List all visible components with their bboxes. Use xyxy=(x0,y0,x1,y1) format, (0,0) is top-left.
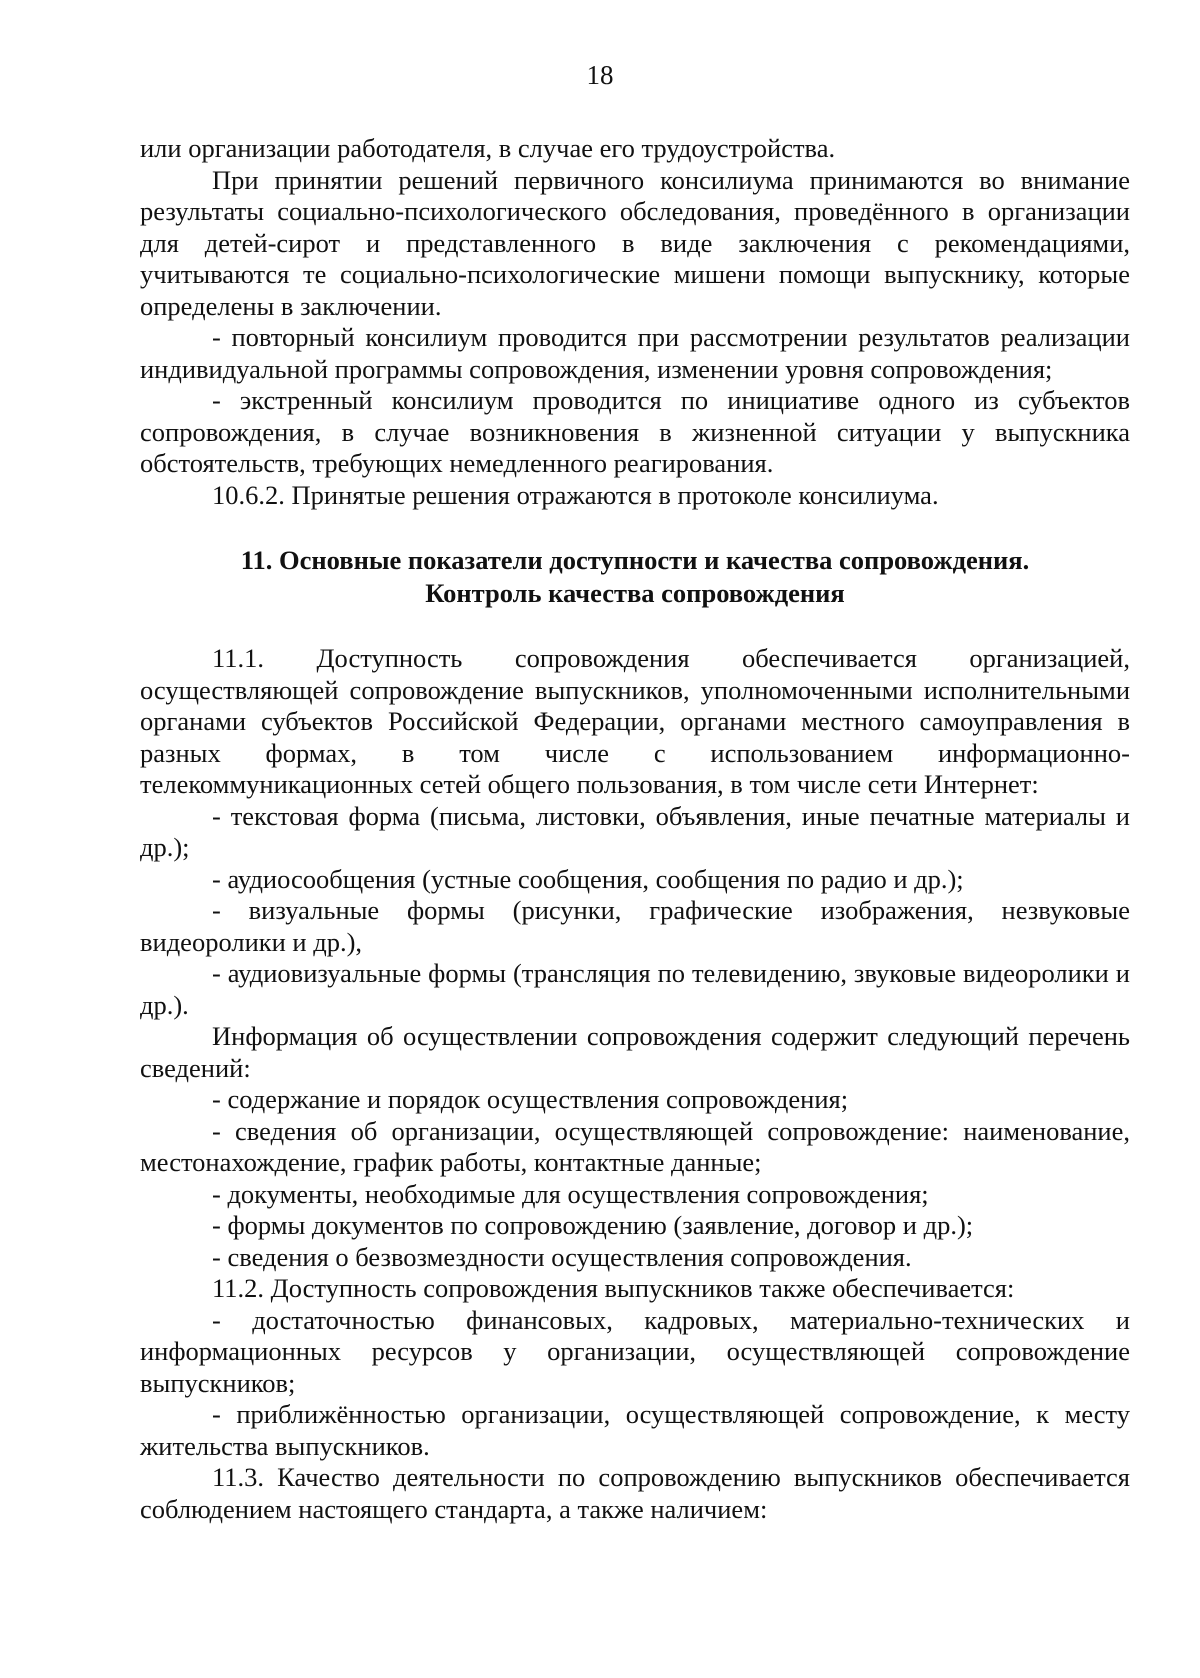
list-item: - приближённостью организации, осуществляющей сопровождение, к месту жительства выпускников. xyxy=(140,1399,1130,1461)
list-item: - документы, необходимые для осуществления сопровождения; xyxy=(212,1178,929,1209)
list-item: - текстовая форма (письма, листовки, объявления, иные печатные материалы и др.); xyxy=(140,800,1130,862)
paragraph: 10.6.2. Принятые решения отражаются в протоколе консилиума. xyxy=(212,479,939,510)
paragraph: 11.3. Качество деятельности по сопровождению выпускников обеспечивается соблюдением настоящего стандарта, а также наличием: xyxy=(140,1462,1130,1524)
paragraph: или организации работодателя, в случае его трудоустройства. xyxy=(140,133,836,163)
list-item: - сведения об организации, осуществляющей сопровождение: наименование, местонахождение, график работы, контактные данные; xyxy=(140,1115,1130,1177)
list-item: - формы документов по сопровождению (заявление, договор и др.); xyxy=(212,1210,974,1240)
page-number: 18 xyxy=(586,60,614,90)
list-item: - визуальные формы (рисунки, графические изображения, незвуковые видеоролики и др.), xyxy=(140,895,1130,957)
list-item: - сведения о безвозмездности осуществления сопровождения. xyxy=(212,1241,912,1272)
list-item: - содержание и порядок осуществления сопровождения; xyxy=(212,1084,849,1114)
section-heading-line-1: 11. Основные показатели доступности и качества сопровождения. xyxy=(240,545,1030,575)
section-heading-line-2: Контроль качества сопровождения xyxy=(425,578,845,608)
page-content xyxy=(140,133,1130,1525)
list-item: - повторный консилиум проводится при рассмотрении результатов реализации индивидуальной программы сопровождения, изменении уровня сопровождения; xyxy=(140,322,1130,384)
paragraph: При принятии решений первичного консилиума принимаются во внимание результаты социально-психологического обследования, проведённого в организации для детей-сирот и представленного в виде заключения с рекомендациями, учитываются те социально-психологические мишени помощи выпускнику, которые определены в заключении. xyxy=(140,164,1130,321)
paragraph: Информация об осуществлении сопровождения содержит следующий перечень сведений: xyxy=(140,1021,1130,1083)
list-item: - достаточностью финансовых, кадровых, материально-технических и информационных ресурсов у организации, осуществляющей сопровождение выпускников; xyxy=(140,1304,1130,1398)
paragraph: 11.2. Доступность сопровождения выпускников также обеспечивается: xyxy=(212,1273,1015,1303)
list-item: - аудиовизуальные формы (трансляция по телевидению, звуковые видеоролики и др.). xyxy=(140,958,1130,1020)
paragraph: 11.1. Доступность сопровождения обеспечивается организацией, осуществляющей сопровождение выпускников, уполномоченными исполнительными органами субъектов Российской Федерации, органами местного самоуправления в разных формах, в том числе с использованием информационно-телекоммуникационных сетей общего пользования, в том числе сети Интернет: xyxy=(140,643,1130,799)
list-item: - экстренный консилиум проводится по инициативе одного из субъектов сопровождения, в случае возникновения в жизненной ситуации у выпускника обстоятельств, требующих немедленного реагирования. xyxy=(140,385,1130,478)
list-item: - аудиосообщения (устные сообщения, сообщения по радио и др.); xyxy=(212,863,964,894)
section-heading xyxy=(140,544,1130,610)
